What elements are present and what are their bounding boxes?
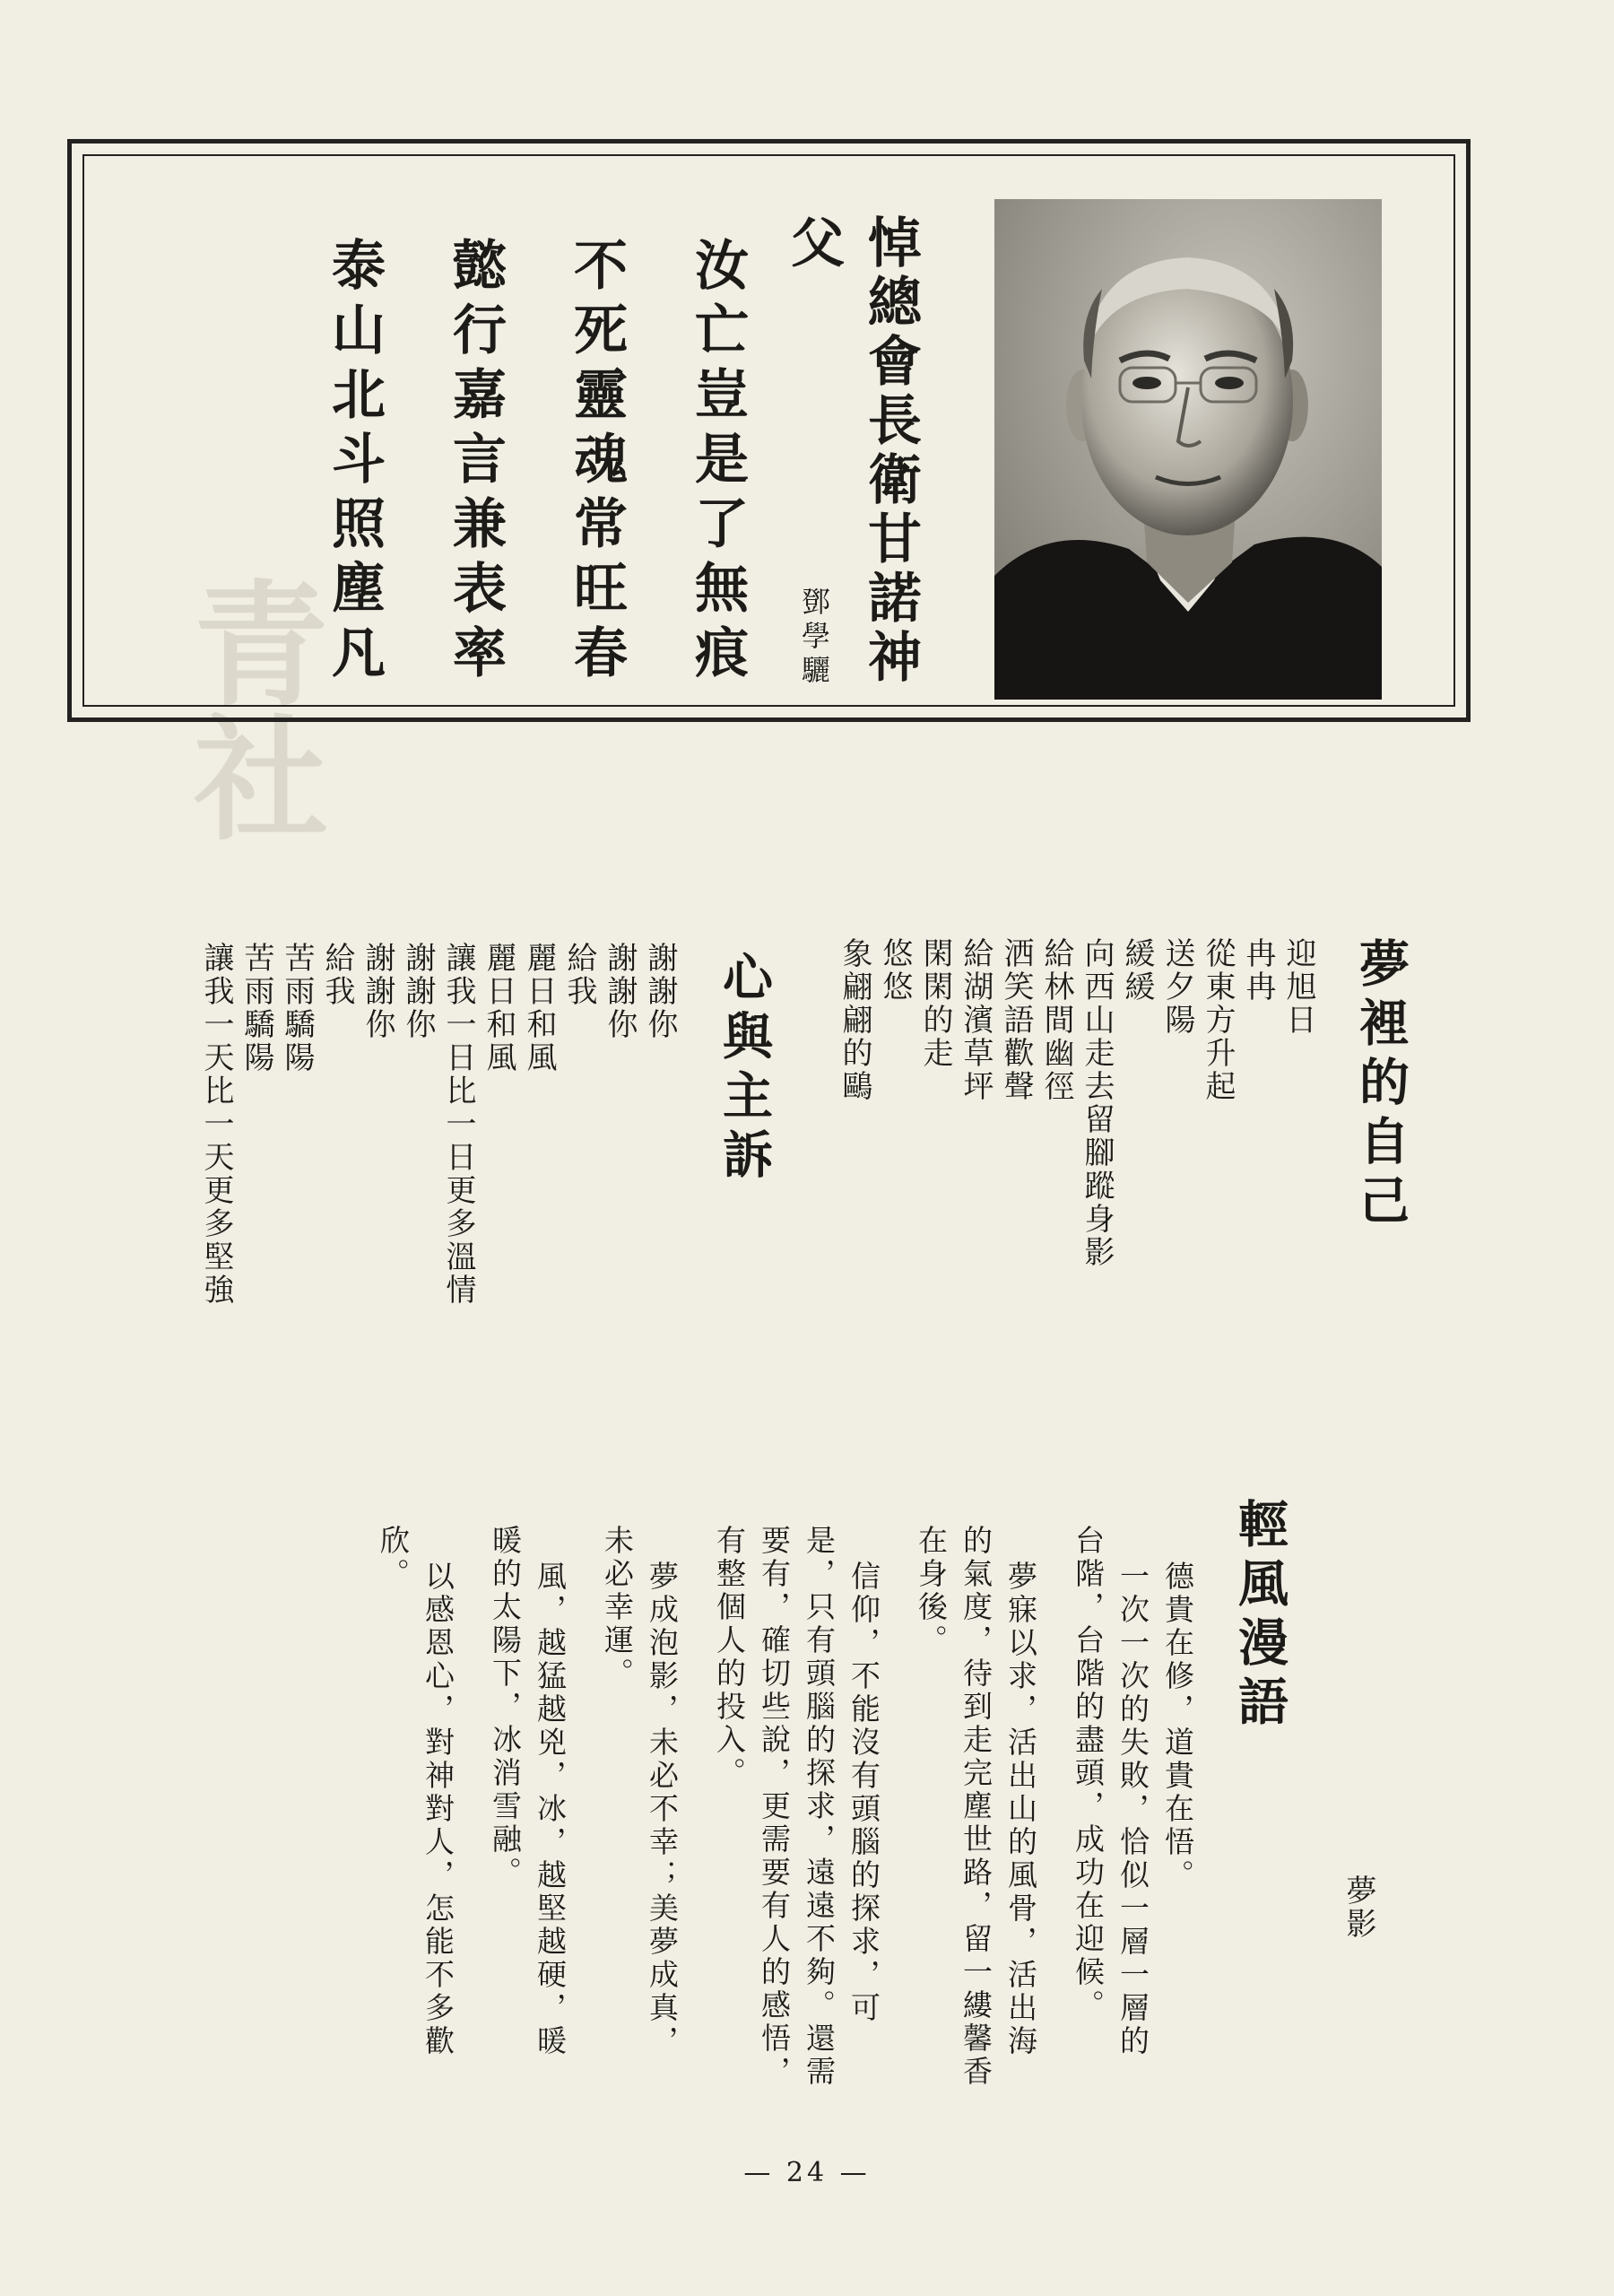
- poem-dream-line: 送夕陽: [1159, 937, 1195, 1037]
- poem-dream-line: 洒笑語歡聲: [998, 937, 1034, 1103]
- prose-line: 信仰，不能沒有頭腦的探求，可: [846, 1561, 881, 2025]
- prose-line: 欣。: [376, 1525, 411, 1591]
- prose-line: 台階，台階的盡頭，成功在迎候。: [1071, 1525, 1106, 2022]
- prose-line: 一次一次的失敗，恰似一層一層的: [1115, 1561, 1150, 2058]
- prose-title: 輕風漫語: [1230, 1498, 1289, 1735]
- bleed-through-text: 青社: [170, 574, 328, 843]
- prose-line: 以感恩心，對神對人，怎能不多歡: [421, 1561, 456, 2058]
- poem-heart-line: 讓我一天比一天更多堅強: [198, 942, 234, 1307]
- poem-dream-line: 給林間幽徑: [1038, 937, 1074, 1103]
- poem-heart-line: 謝謝你: [400, 942, 436, 1041]
- poem-heart-line: 麗日和風: [521, 942, 557, 1074]
- elegy-title: 悼總會長衛甘諾神父: [782, 214, 922, 688]
- prose-line: 的氣度，待到走完塵世路，留一縷馨香: [959, 1525, 994, 2089]
- poem-dream-line: 從東方升起: [1200, 937, 1236, 1103]
- elegy-line: 懿行嘉言兼表率: [444, 237, 507, 689]
- prose-line: 暖的太陽下，冰消雪融。: [488, 1525, 523, 1890]
- poem-dream-line: 迎旭日: [1280, 937, 1316, 1037]
- poem-heart-line: 謝謝你: [642, 942, 678, 1041]
- elegy-author: 鄧學驪: [797, 587, 831, 689]
- poem-heart-line: 讓我一日比一日更多溫情: [440, 942, 476, 1307]
- poem-heart-title: 心與主訴: [715, 951, 774, 1187]
- poem-dream-line: 向西山走去留腳蹤身影: [1079, 937, 1115, 1269]
- poem-heart-line: 謝謝你: [602, 942, 638, 1041]
- poem-dream-line: 悠悠: [877, 937, 913, 1004]
- portrait-photo: [994, 199, 1382, 700]
- elegy-line: 汝亡豈是了無痕: [686, 237, 749, 689]
- memorial-inner-border: [82, 154, 1455, 707]
- poem-heart-line: 給我: [561, 942, 597, 1008]
- poem-heart-line: 麗日和風: [481, 942, 516, 1074]
- prose-line: 有整個人的投入。: [712, 1525, 747, 1790]
- poem-dream-line: 象翩翩的鷗: [837, 937, 872, 1103]
- prose-line: 在身後。: [914, 1525, 949, 1657]
- poem-heart-line: 謝謝你: [360, 942, 395, 1041]
- memorial-box: [67, 139, 1471, 722]
- poem-dream-line: 閑閑的走: [917, 937, 953, 1070]
- prose-line: 德貴在修，道貴在悟。: [1160, 1561, 1195, 1892]
- poem-heart-line: 苦雨驕陽: [279, 942, 315, 1074]
- poem-dream-line: 冉冉: [1240, 937, 1276, 1004]
- elegy-line: 不死靈魂常旺春: [565, 237, 628, 689]
- prose-line: 風，越猛越兇，冰，越堅越硬，暖: [533, 1561, 568, 2058]
- prose-line: 要有，確切些說，更需要有人的感悟，: [757, 1525, 792, 2089]
- poem-heart-line: 苦雨驕陽: [239, 942, 274, 1074]
- prose-author: 夢影: [1341, 1874, 1376, 1941]
- poem-dream-line: 給湖濱草坪: [958, 937, 994, 1103]
- poem-heart-line: 給我: [319, 942, 355, 1008]
- poem-dream-title: 夢裡的自己: [1351, 937, 1410, 1233]
- prose-line: 夢成泡影，未必不幸；美夢成真，: [645, 1561, 680, 2058]
- prose-line: 未必幸運。: [600, 1525, 635, 1691]
- elegy-line: 泰山北斗照塵凡: [323, 237, 386, 689]
- poem-dream-line: 緩緩: [1119, 937, 1155, 1004]
- page-number: — 24 —: [743, 2157, 871, 2188]
- prose-line: 夢寐以求，活出山的風骨，活出海: [1003, 1561, 1038, 2058]
- prose-line: 是，只有頭腦的探求，遠遠不夠。還需: [802, 1525, 837, 2089]
- priest-portrait-image: [994, 199, 1382, 700]
